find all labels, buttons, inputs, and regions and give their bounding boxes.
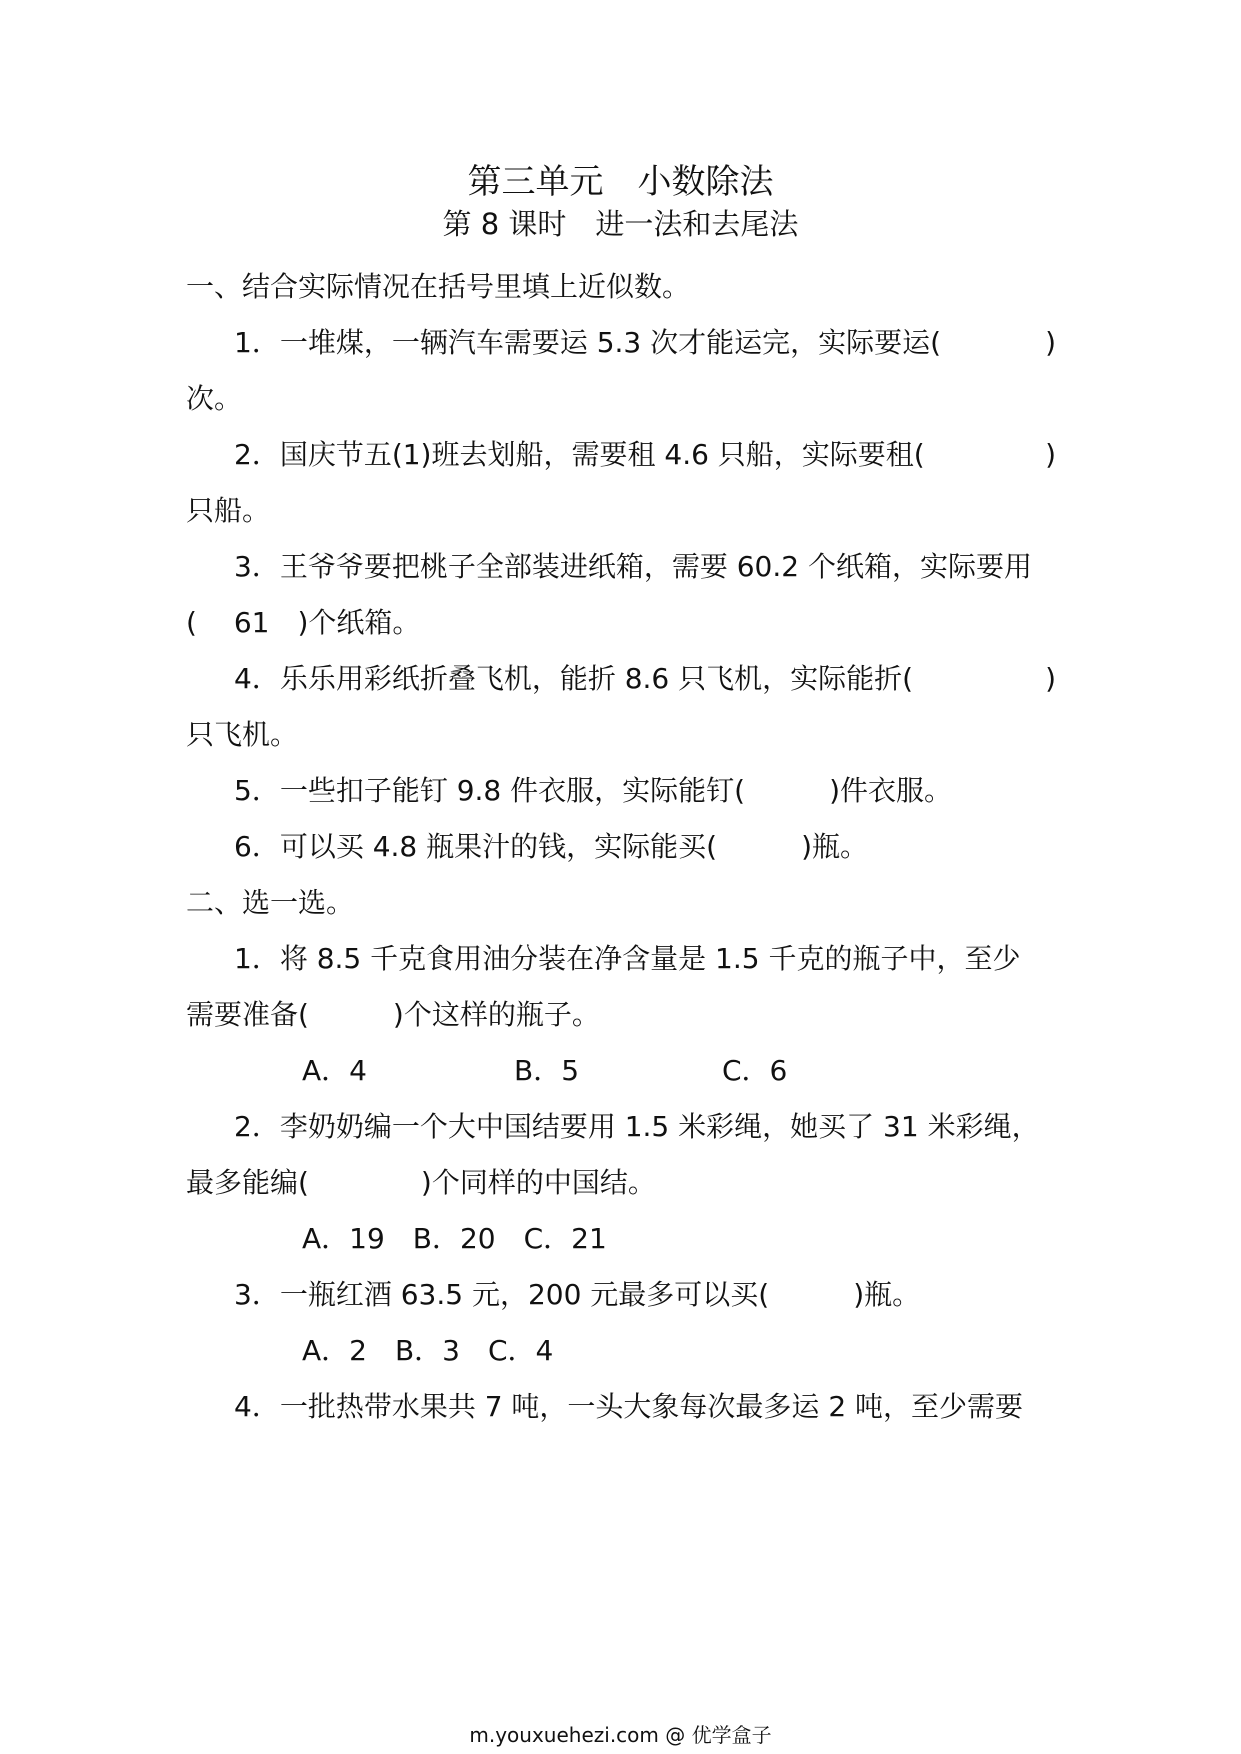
s1-q2-close-paren: )	[1045, 438, 1056, 471]
unit-title: 第三单元 小数除法	[467, 162, 774, 202]
site-watermark-footer: m.youxuehezi.com @ 优学盒子	[469, 1723, 772, 1747]
s2-q2-line1: 2．李奶奶编一个大中国结要用 1.5 米彩绳，她买了 31 米彩绳，	[234, 1110, 1040, 1143]
s2-q1-option-b: B．5	[514, 1054, 580, 1087]
s1-q2-line1	[186, 435, 1056, 475]
section2-heading: 二、选一选。	[186, 886, 355, 919]
s1-q1-line2: 次。	[186, 382, 243, 415]
s2-q3-line1: 3．一瓶红酒 63.5 元，200 元最多可以买( )瓶。	[234, 1278, 921, 1311]
s2-q1-line1: 1．将 8.5 千克食用油分装在净含量是 1.5 千克的瓶子中，至少	[234, 942, 1021, 975]
s2-q1-line2: 需要准备( )个这样的瓶子。	[186, 998, 600, 1031]
s1-q4-line1	[186, 659, 1056, 699]
s2-q1-option-a: A．4	[302, 1054, 367, 1087]
s1-q4-text: 4．乐乐用彩纸折叠飞机，能折 8.6 只飞机，实际能折(	[234, 662, 914, 695]
s2-q1-option-c: C．6	[722, 1054, 788, 1087]
s2-q2-options: A．19 B．20 C．21	[302, 1222, 607, 1255]
lesson-subtitle: 第 8 课时 进一法和去尾法	[442, 207, 799, 241]
s2-q2-line2: 最多能编( )个同样的中国结。	[186, 1166, 656, 1199]
s1-q6: 6．可以买 4.8 瓶果汁的钱，实际能买( )瓶。	[234, 830, 868, 863]
s1-q5: 5．一些扣子能钉 9.8 件衣服，实际能钉( )件衣服。	[234, 774, 952, 807]
s1-q1-close-paren: )	[1045, 326, 1056, 359]
section1-heading: 一、结合实际情况在括号里填上近似数。	[186, 270, 691, 303]
s1-q4-line2: 只飞机。	[186, 718, 299, 751]
s1-q3-line2: ( 61 )个纸箱。	[186, 606, 421, 639]
s2-q3-options: A．2 B．3 C．4	[302, 1334, 554, 1367]
s1-q4-close-paren: )	[1045, 662, 1056, 695]
s1-q2-line2: 只船。	[186, 494, 271, 527]
s1-q3-line1: 3．王爷爷要把桃子全部装进纸箱，需要 60.2 个纸箱，实际要用	[234, 550, 1032, 583]
s1-q1-text: 1．一堆煤，一辆汽车需要运 5.3 次才能运完，实际要运(	[234, 326, 942, 359]
s2-q4-line1: 4．一批热带水果共 7 吨，一头大象每次最多运 2 吨，至少需要	[234, 1390, 1024, 1423]
s1-q1-line1	[186, 323, 1056, 363]
s1-q2-text: 2．国庆节五(1)班去划船，需要租 4.6 只船，实际要租(	[234, 438, 925, 471]
